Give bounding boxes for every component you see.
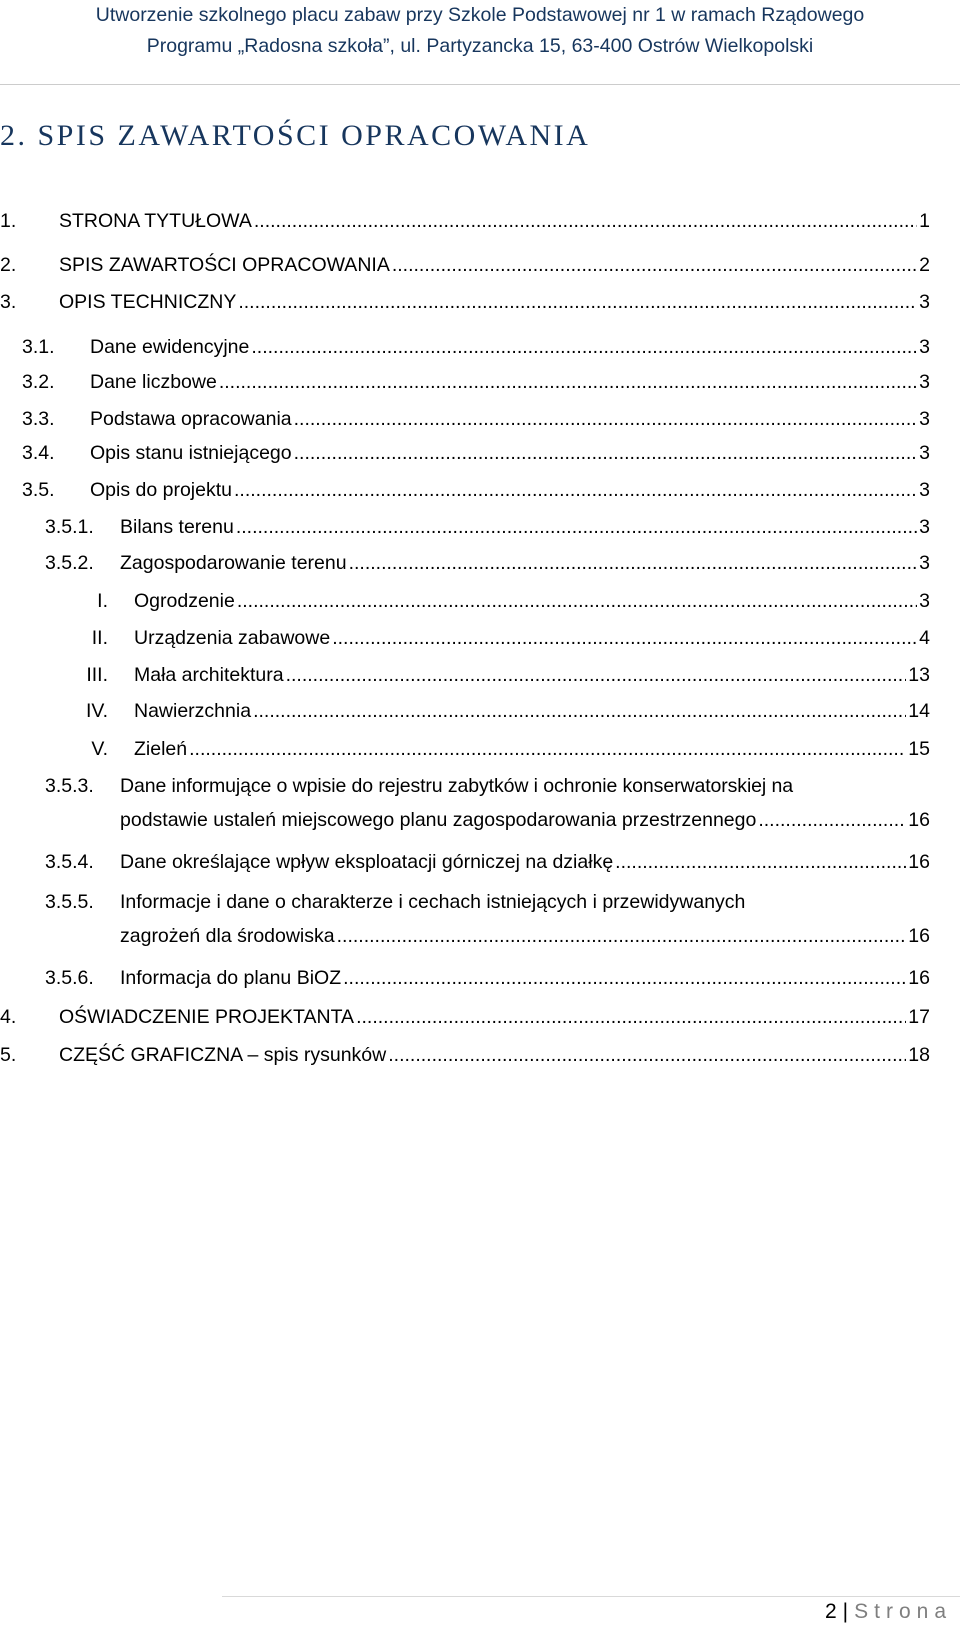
toc-entry-page: 13: [908, 664, 930, 686]
toc-entry-number: I.: [97, 590, 108, 612]
toc-entry[interactable]: [0, 1001, 930, 1033]
toc-entry-number: 3.5.4.: [45, 851, 94, 873]
toc-entry-page: 3: [919, 479, 930, 501]
toc-entry[interactable]: [120, 804, 930, 836]
toc-entry-label: OPIS TECHNICZNY: [59, 291, 237, 313]
toc-entry-label: OŚWIADCZENIE PROJEKTANTA: [59, 1006, 355, 1028]
toc-entry-page: 3: [919, 291, 930, 313]
toc-entry-number: IV.: [85, 700, 108, 722]
toc-entry-number: 3.2.: [22, 371, 55, 393]
toc-entry-label-line1: Informacje i dane o charakterze i cechach istniejących i przewidywanych: [120, 891, 746, 913]
toc-entry-page: 3: [919, 552, 930, 574]
toc-entry[interactable]: [0, 585, 930, 617]
toc-entry[interactable]: [45, 962, 930, 994]
toc-entry-page: 18: [908, 1044, 930, 1066]
toc-entry-label: Opis stanu istniejącego: [90, 442, 292, 464]
section-title: 2. SPIS ZAWARTOŚCI OPRACOWANIA: [0, 119, 591, 152]
footer-page-word: Strona: [854, 1600, 952, 1623]
toc-entry-page: 3: [919, 590, 930, 612]
toc-dot-leader: [236, 511, 917, 543]
toc-dot-leader: [332, 622, 917, 654]
toc-dot-leader: [219, 366, 917, 398]
toc-entry-page: 3: [919, 408, 930, 430]
toc-entry-number: 3.4.: [22, 442, 55, 464]
toc-entry-page: 3: [919, 516, 930, 538]
toc-entry-number: III.: [86, 664, 108, 686]
toc-dot-leader: [615, 846, 906, 878]
toc-entry-number: 3.5.6.: [45, 967, 94, 989]
footer-page-number: 2: [824, 1600, 837, 1623]
toc-entry-label: Mała architektura: [134, 664, 284, 686]
toc-entry-page: 16: [908, 851, 930, 873]
page-footer: [825, 1597, 952, 1627]
toc-entry-label: zagrożeń dla środowiska: [120, 925, 335, 947]
toc-entry-number: 5.: [0, 1044, 17, 1066]
toc-entry-number: 3.5.1.: [45, 516, 94, 538]
toc-dot-leader: [286, 659, 907, 691]
toc-dot-leader: [237, 585, 917, 617]
toc-entry[interactable]: [22, 403, 930, 435]
toc-entry[interactable]: [45, 547, 930, 579]
toc-entry[interactable]: [45, 846, 930, 878]
toc-entry-page: 16: [908, 967, 930, 989]
toc-entry[interactable]: [45, 511, 930, 543]
toc-entry[interactable]: [0, 659, 930, 691]
toc-entry[interactable]: [0, 622, 930, 654]
toc-dot-leader: [337, 920, 907, 952]
toc-entry-label: Ogrodzenie: [134, 590, 235, 612]
toc-entry-page: 2: [919, 254, 930, 276]
toc-entry-page: 16: [908, 925, 930, 947]
toc-entry-number: 3.5.: [22, 479, 55, 501]
toc-entry-number: 3.5.2.: [45, 552, 94, 574]
toc-entry[interactable]: [0, 249, 930, 281]
toc-entry-label: Podstawa opracowania: [90, 408, 292, 430]
toc-entry-page: 4: [919, 627, 930, 649]
toc-entry-page: 3: [919, 371, 930, 393]
toc-entry-number: 3.3.: [22, 408, 55, 430]
toc-entry-label: Opis do projektu: [90, 479, 232, 501]
toc-entry-number: 1.: [0, 210, 17, 232]
toc-dot-leader: [189, 733, 906, 765]
toc-entry[interactable]: [22, 437, 930, 469]
toc-entry-label: Bilans terenu: [120, 516, 234, 538]
toc-dot-leader: [343, 962, 906, 994]
toc-entry-label: Dane określające wpływ eksploatacji górniczej na działkę: [120, 851, 614, 873]
toc-entry-label: Zagospodarowanie terenu: [120, 552, 347, 574]
toc-entry-page: 16: [908, 809, 930, 831]
toc-entry-label: SPIS ZAWARTOŚCI OPRACOWANIA: [59, 254, 390, 276]
toc-dot-leader: [356, 1001, 906, 1033]
toc-entry[interactable]: [120, 920, 930, 952]
toc-entry-number: II.: [91, 627, 108, 649]
toc-dot-leader: [254, 205, 917, 237]
toc-dot-leader: [294, 403, 918, 435]
toc-entry-page: 1: [919, 210, 930, 232]
toc-dot-leader: [294, 437, 918, 469]
toc-entry-label: Zieleń: [134, 738, 188, 760]
toc-dot-leader: [392, 249, 917, 281]
toc-dot-leader: [234, 474, 917, 506]
toc-entry-label: Informacja do planu BiOZ: [120, 967, 342, 989]
toc-entry-number: 4.: [0, 1006, 17, 1028]
toc-entry-label: Urządzenia zabawowe: [134, 627, 331, 649]
footer-separator: |: [842, 1600, 849, 1623]
toc-entry-page: 3: [919, 336, 930, 358]
toc-entry-label: Nawierzchnia: [134, 700, 252, 722]
toc-entry-page: 3: [919, 442, 930, 464]
toc-entry-page: 14: [908, 700, 930, 722]
toc-entry-label: podstawie ustaleń miejscowego planu zagospodarowania przestrzennego: [120, 809, 757, 831]
toc-dot-leader: [388, 1039, 906, 1071]
toc-entry-number: 3.1.: [22, 336, 55, 358]
toc-entry[interactable]: [0, 733, 930, 765]
toc-entry-number: V.: [91, 738, 108, 760]
toc-entry-number: 3.5.5.: [45, 891, 94, 913]
toc-entry[interactable]: [22, 474, 930, 506]
toc-entry-label-line1: Dane informujące o wpisie do rejestru zabytków i ochronie konserwatorskiej na: [120, 775, 793, 797]
toc-dot-leader: [758, 804, 906, 836]
toc-dot-leader: [349, 547, 918, 579]
toc-entry-label: Dane ewidencyjne: [90, 336, 250, 358]
header-line-1: Utworzenie szkolnego placu zabaw przy Szkole Podstawowej nr 1 w ramach Rządowego: [95, 4, 865, 26]
toc-entry[interactable]: [22, 366, 930, 398]
toc-entry-number: 3.: [0, 291, 17, 313]
header-line-2: Programu „Radosna szkoła”, ul. Partyzancka 15, 63-400 Ostrów Wielkopolski: [146, 35, 814, 57]
toc-entry-page: 17: [908, 1006, 930, 1028]
toc-entry-label: Dane liczbowe: [90, 371, 217, 393]
toc-entry[interactable]: [0, 695, 930, 727]
toc-entry[interactable]: [22, 331, 930, 363]
toc-entry-page: 15: [908, 738, 930, 760]
toc-entry-label: CZĘŚĆ GRAFICZNA – spis rysunków: [59, 1044, 387, 1066]
toc-dot-leader: [238, 286, 917, 318]
toc-dot-leader: [253, 695, 906, 727]
toc-entry-number: 2.: [0, 254, 17, 276]
toc-entry[interactable]: [0, 1039, 930, 1071]
toc-entry[interactable]: [0, 286, 930, 318]
toc-entry-number: 3.5.3.: [45, 775, 94, 797]
toc-entry[interactable]: [0, 205, 930, 237]
toc-entry-label: STRONA TYTUŁOWA: [59, 210, 252, 232]
toc-dot-leader: [251, 331, 917, 363]
